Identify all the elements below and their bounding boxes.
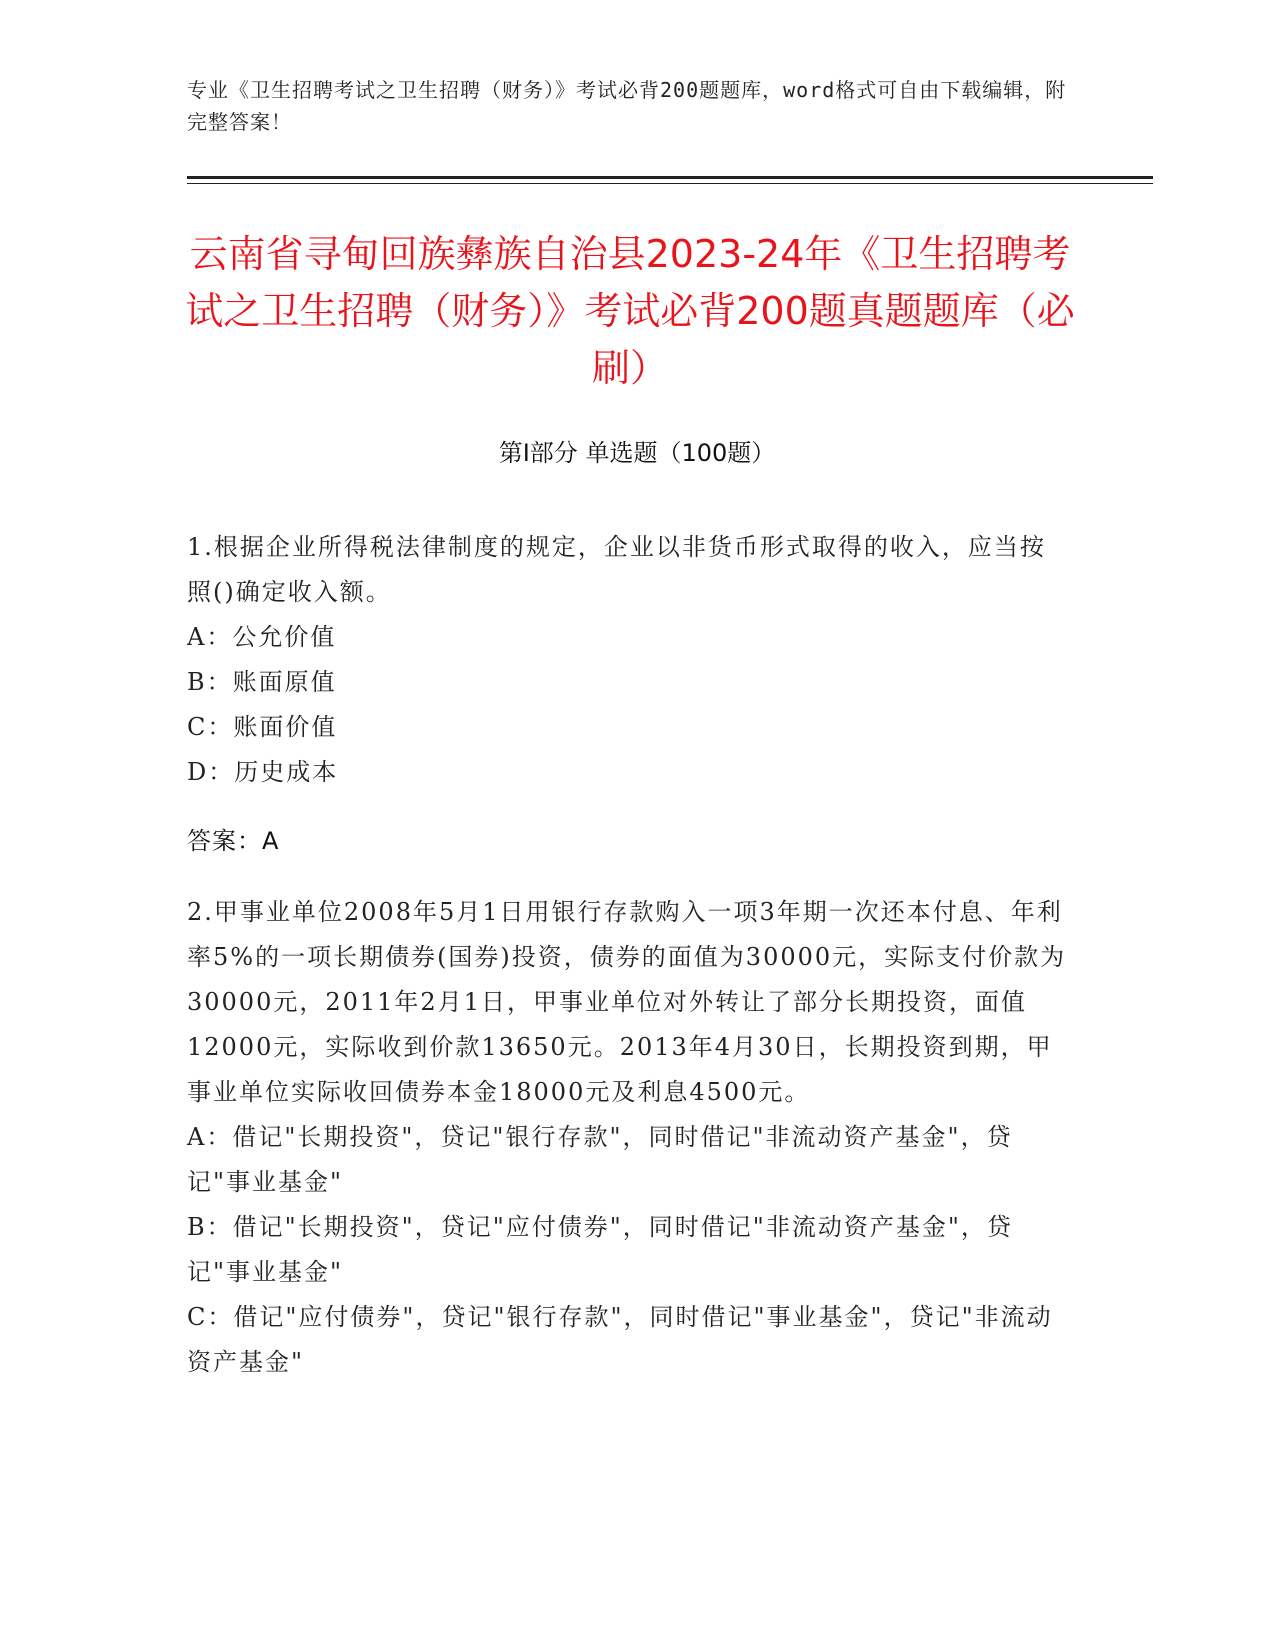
- question-1: [187, 525, 1067, 888]
- question-2: [187, 890, 1067, 1385]
- document-title: 云南省寻甸回族彝族自治县2023-24年《卫生招聘考试之卫生招聘（财务）》考试必背200题真题题库（必刷）: [185, 232, 1075, 390]
- option-c: C：账面价值: [187, 713, 338, 741]
- question-stem: 2.甲事业单位2008年5月1日用银行存款购入一项3年期一次还本付息、年利率5%的一项长期债券(国券)投资，债券的面值为30000元，实际支付价款为30000元，2011年2月1日，甲事业单位对外转让了部分长期投资，面值12000元，实际收到价款13650元。2013年4月30日，长期投资到期，甲事业单位实际收回债券本金18000元及利息4500元。: [187, 898, 1067, 1106]
- question-stem: 1.根据企业所得税法律制度的规定，企业以非货币形式取得的收入，应当按照()确定收入额。: [187, 533, 1046, 606]
- option-b: B：借记"长期投资"，贷记"应付债券"，同时借记"非流动资产基金"，贷记"事业基金": [187, 1213, 1013, 1286]
- option-b: B：账面原值: [187, 668, 337, 696]
- option-a: A：借记"长期投资"，贷记"银行存款"，同时借记"非流动资产基金"，贷记"事业基金": [187, 1123, 1013, 1196]
- section-title: 第Ⅰ部分 单选题（100题）: [498, 439, 776, 467]
- header-note: 专业《卫生招聘考试之卫生招聘（财务）》考试必背200题题库，word格式可自由下载编辑，附完整答案！: [187, 78, 1067, 134]
- header-divider-thick: [187, 176, 1153, 179]
- answer: 答案：A: [187, 827, 280, 855]
- option-a: A：公允价值: [187, 623, 337, 651]
- header-divider-thin: [187, 183, 1153, 184]
- option-c: C：借记"应付债券"，贷记"银行存款"，同时借记"事业基金"，贷记"非流动资产基金": [187, 1303, 1053, 1376]
- option-d: D：历史成本: [187, 758, 339, 786]
